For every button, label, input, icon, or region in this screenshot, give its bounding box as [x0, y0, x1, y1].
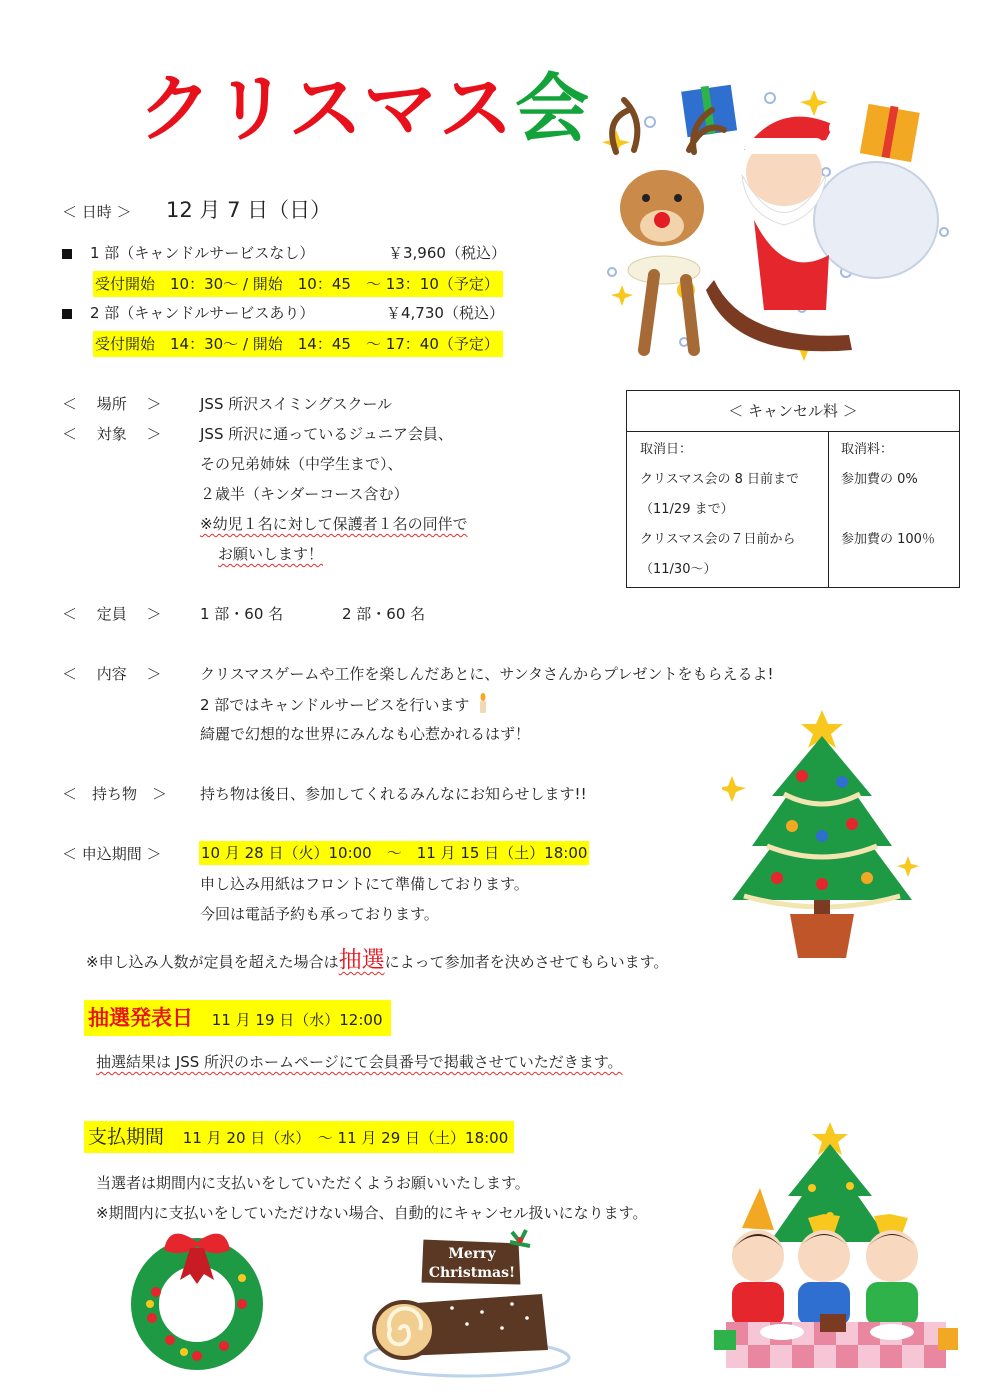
cancel-date-row2-sub: （11/30～）: [640, 562, 717, 577]
capacity-value1: 1 部・60 名: [200, 605, 284, 623]
page-title: クリスマス会: [138, 66, 592, 152]
target-line4: ※幼児１名に対して保護者１名の同伴で: [200, 515, 468, 533]
lottery-note-emph: 抽選: [338, 947, 385, 973]
candle-icon: [476, 693, 490, 713]
content-line1: クリスマスゲームや工作を楽しんだあとに、サンタさんからプレゼントをもらえるよ!: [200, 665, 774, 683]
payment-line2: ※期間内に支払いをしていただけない場合、自動的にキャンセル扱いになります。: [96, 1204, 648, 1222]
session2-row: [62, 302, 314, 324]
session2-time: 受付開始 14：30～ / 開始 14：45 ～ 17：40（予定）: [93, 331, 503, 357]
session2-price: ￥4,730（税込）: [386, 304, 504, 322]
cancel-fee-title: 取消料：: [841, 442, 894, 457]
bullet-square-icon: [62, 309, 72, 319]
content-line2: 2 部ではキャンドルサービスを行います: [200, 696, 470, 714]
announcement-row: [84, 1000, 391, 1036]
cancel-date-row1: クリスマス会の 8 日前まで: [640, 472, 800, 487]
christmas-tree-illustration: [722, 706, 922, 964]
bullet-square-icon: [62, 249, 72, 259]
target-line2: その兄弟姉妹（中学生まで）、: [200, 455, 403, 473]
cancel-date-row1-sub: （11/29 まで）: [640, 502, 734, 517]
belongings-value: 持ち物は後日、参加してくれるみんなにお知らせします!!: [200, 785, 587, 803]
datetime-label: ＜ 日時 ＞: [62, 203, 132, 221]
session1-label: 1 部（キャンドルサービスなし）: [90, 244, 315, 262]
session2-label: 2 部（キャンドルサービスあり）: [90, 304, 315, 322]
content-label: ＜ 内容 ＞: [62, 665, 162, 683]
cake-text-line1: Merry: [448, 1246, 496, 1262]
capacity-label: ＜ 定員 ＞: [62, 605, 162, 623]
belongings-label: ＜ 持ち物 ＞: [62, 785, 168, 803]
santa-reindeer-illustration: [594, 80, 974, 370]
place-label: ＜ 場所 ＞: [62, 395, 162, 413]
target-line1: JSS 所沢に通っているジュニア会員、: [200, 425, 453, 443]
lottery-note-before: ※申し込み人数が定員を超えた場合は: [86, 953, 339, 971]
kids-party-illustration: [712, 1118, 960, 1372]
datetime-value: 12 月 7 日（日）: [166, 198, 332, 222]
cancel-fee-table: [626, 390, 960, 588]
lottery-note-after: によって参加者を決めさせてもらいます。: [384, 953, 669, 971]
cancel-date-title: 取消日：: [640, 442, 693, 457]
lottery-note: [86, 947, 668, 975]
cancel-date-column: [627, 432, 829, 587]
capacity-value2: 2 部・60 名: [342, 605, 426, 623]
application-label: ＜ 申込期間 ＞: [62, 845, 162, 863]
target-label: ＜ 対象 ＞: [62, 425, 162, 443]
session1-price: ￥3,960（税込）: [388, 244, 506, 262]
announcement-value: 11 月 19 日（水）12:00: [211, 1011, 383, 1029]
wreath-illustration: [124, 1222, 270, 1372]
christmas-cake-illustration: [362, 1228, 572, 1378]
payment-value: 11 月 20 日（水） ～ 11 月 29 日（土）18:00: [182, 1129, 509, 1147]
application-period: 10 月 28 日（火）10:00 ～ 11 月 15 日（土）18:00: [199, 841, 589, 865]
cancel-fee-header: ＜ キャンセル料 ＞: [627, 391, 959, 432]
payment-line1: 当選者は期間内に支払いをしていただくようお願いいたします。: [96, 1174, 530, 1192]
place-value: JSS 所沢スイミングスクール: [200, 395, 393, 413]
application-line2: 申し込み用紙はフロントにて準備しております。: [200, 875, 529, 893]
cancel-fee-row2: 参加費の 100％: [841, 532, 935, 547]
cancel-date-row2: クリスマス会の７日前から: [640, 532, 796, 547]
cake-text-line2: Christmas!: [428, 1265, 516, 1281]
session1-time: 受付開始 10：30～ / 開始 10：45 ～ 13：10（予定）: [93, 271, 503, 297]
session1-row: [62, 242, 314, 264]
target-line3: ２歳半（キンダーコース含む）: [200, 485, 409, 503]
payment-row: [84, 1121, 514, 1153]
cancel-fee-row1: 参加費の 0%: [841, 472, 918, 487]
content-line2-row: [200, 693, 490, 716]
content-line3: 綺麗で幻想的な世界にみんなも心惹かれるはず！: [200, 725, 531, 743]
payment-label: 支払期間: [88, 1126, 165, 1148]
application-line3: 今回は電話予約も承っております。: [200, 905, 439, 923]
announcement-note: 抽選結果は JSS 所沢のホームページにて会員番号で掲載させていただきます。: [96, 1053, 623, 1071]
target-line5: お願いします！: [218, 545, 324, 563]
announcement-label: 抽選発表日: [88, 1006, 193, 1030]
cancel-fee-column: [830, 432, 959, 587]
